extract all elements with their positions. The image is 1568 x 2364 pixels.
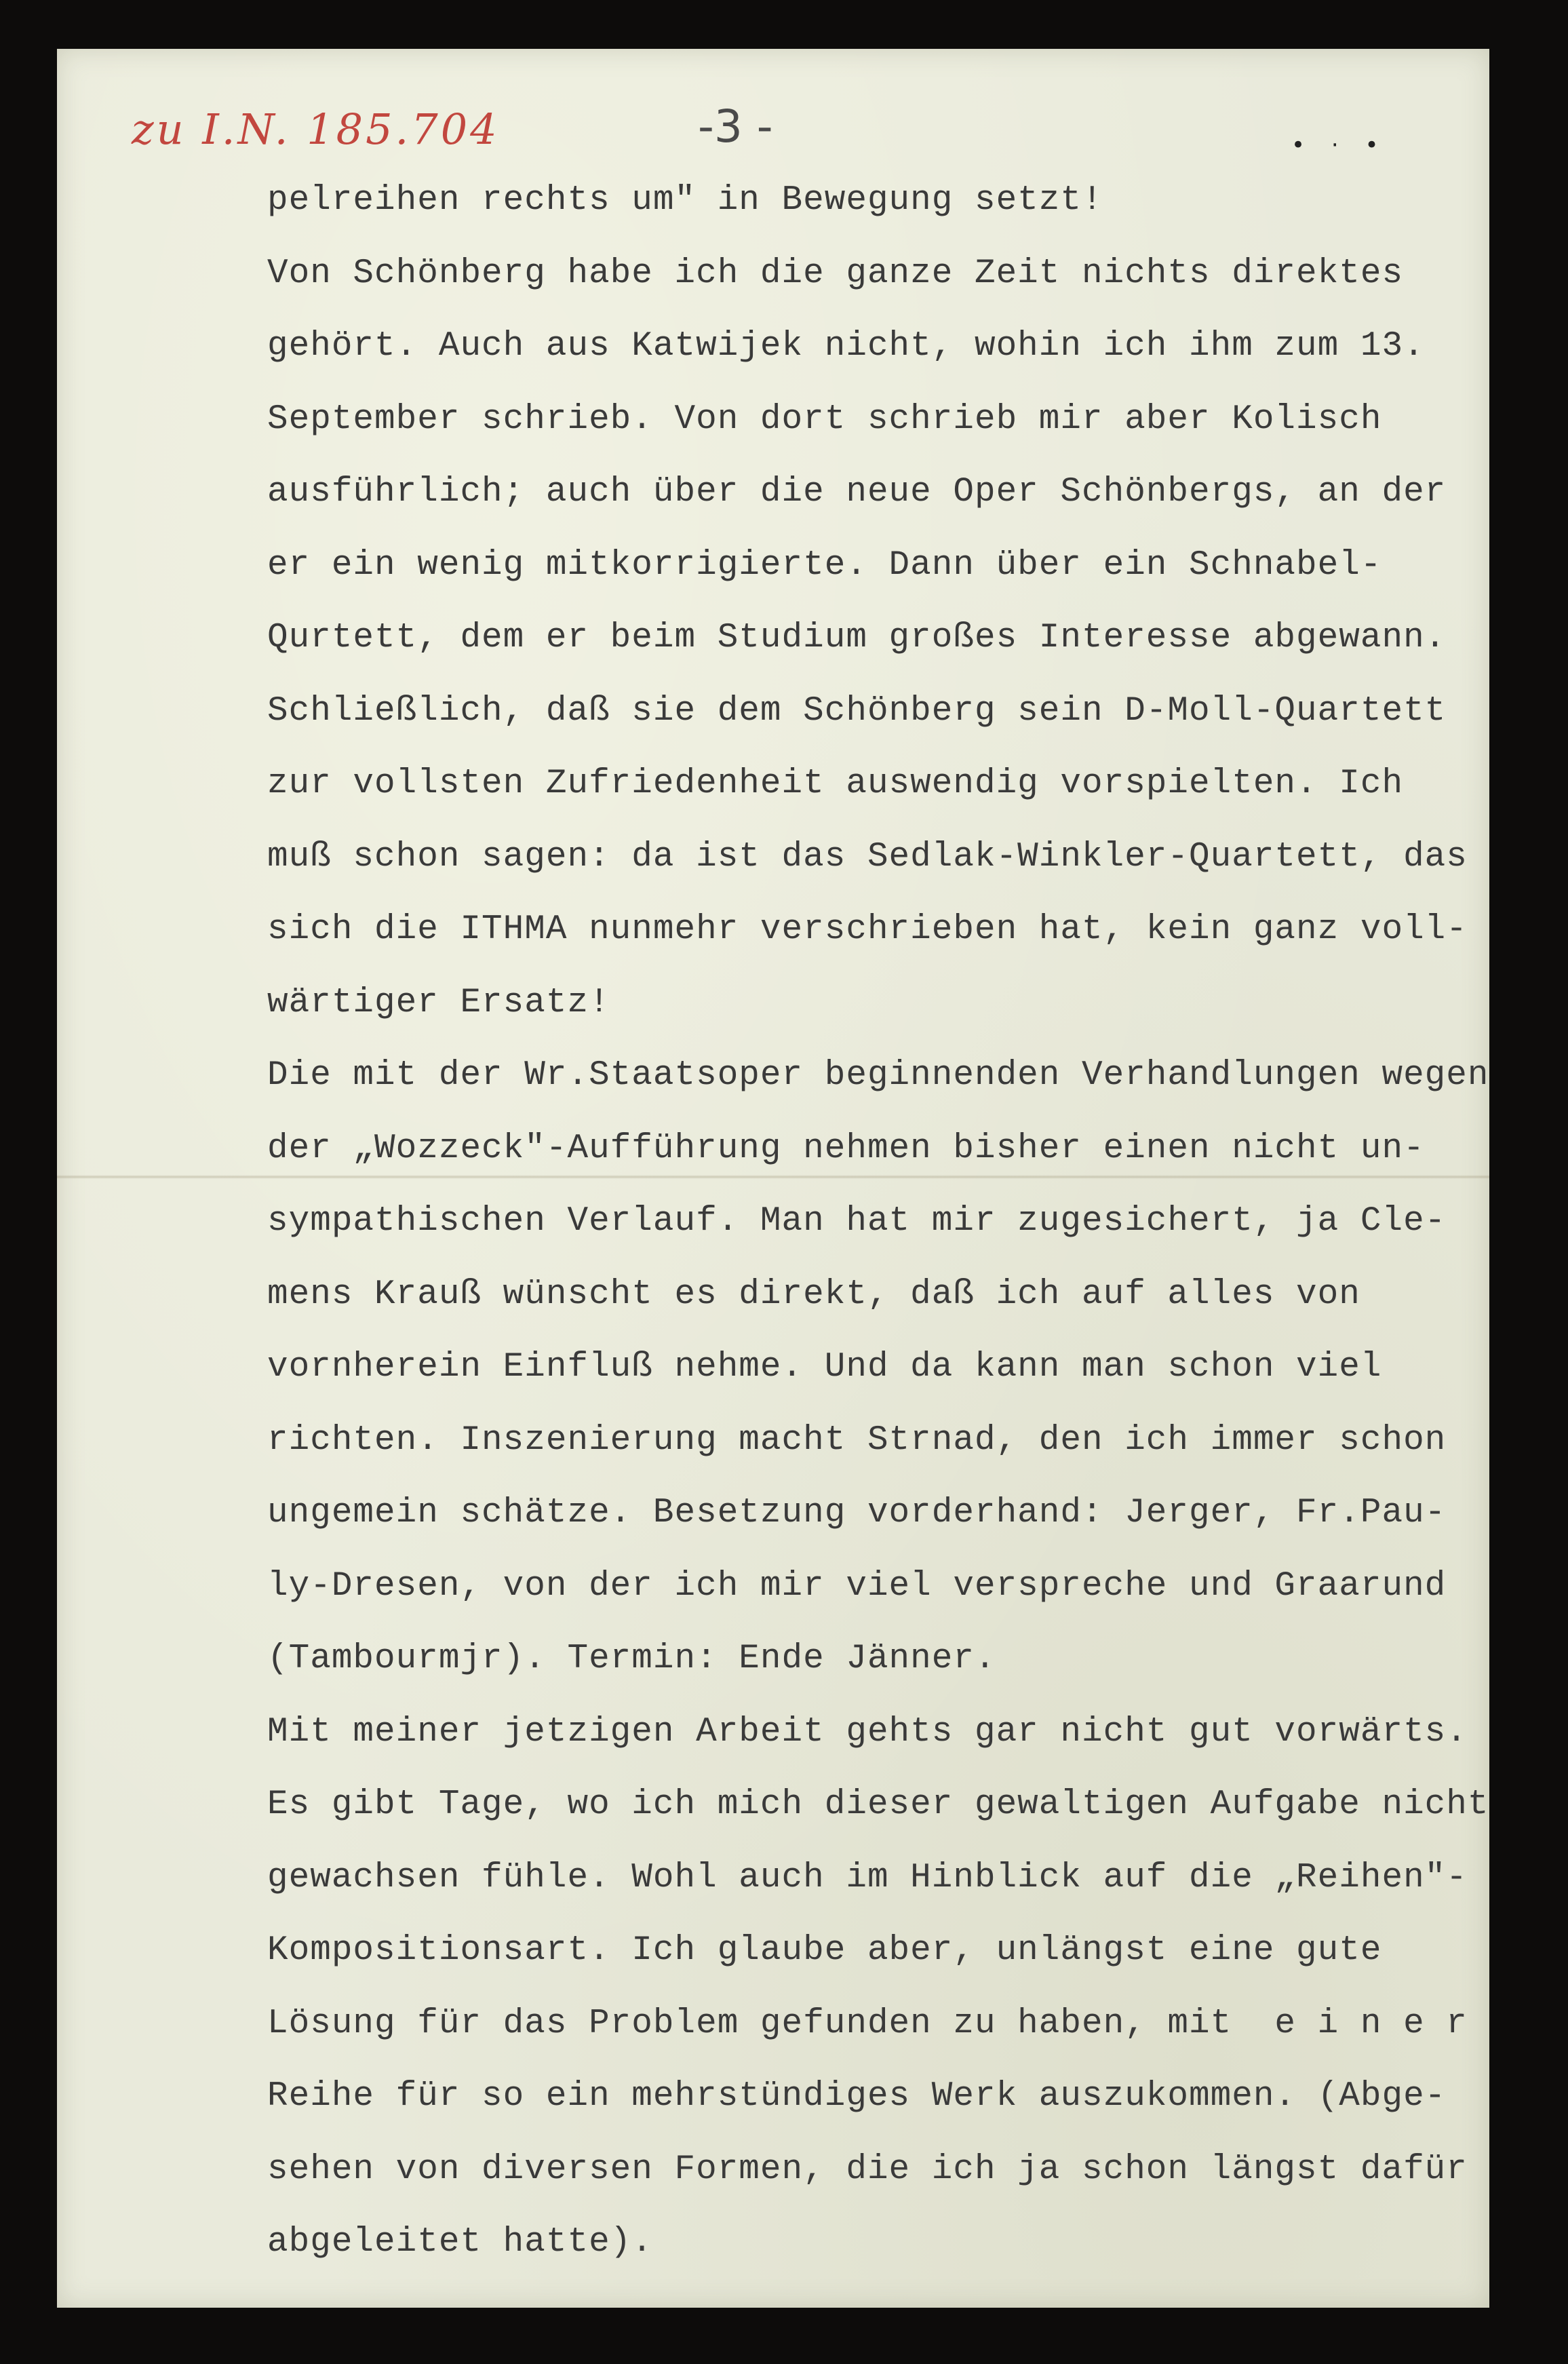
text-line: Von Schönberg habe ich die ganze Zeit nichts direktes [267,254,1404,293]
text-line: Lösung für das Problem gefunden zu haben, mit e i n e r [267,2004,1468,2043]
letter-page [57,49,1489,2308]
text-line: gehört. Auch aus Katwijek nicht, wohin ich ihm zum 13. [267,327,1425,366]
text-line: Die mit der Wr.Staatsoper beginnenden Verhandlungen wegen [267,1056,1489,1095]
text-line: mens Krauß wünscht es direkt, daß ich auf alles von [267,1275,1360,1314]
letter-body [267,164,1556,2279]
text-line: sympathischen Verlauf. Man hat mir zugesichert, ja Cle- [267,1202,1447,1241]
text-line: ly-Dresen, von der ich mir viel verspreche und Graarund [267,1566,1447,1606]
text-line: Kompositionsart. Ich glaube aber, unlängst eine gute [267,1931,1382,1970]
text-line: ungemein schätze. Besetzung vorderhand: Jerger, Fr.Pau- [267,1494,1447,1532]
text-line: pelreihen rechts um" in Bewegung setzt! [267,181,1103,220]
archive-inventory-note: zu I.N. 185.704 [132,104,500,154]
ink-marks: • · • [1291,132,1388,159]
text-line: Mit meiner jetzigen Arbeit gehts gar nicht gut vorwärts. [267,1712,1468,1751]
text-line: er ein wenig mitkorrigierte. Dann über ein Schnabel- [267,545,1382,585]
text-line: zur vollsten Zufriedenheit auswendig vorspielten. Ich [267,764,1404,803]
text-line: muß schon sagen: da ist das Sedlak-Winkler-Quartett, das [267,837,1468,876]
text-line: (Tambourmjr). Termin: Ende Jänner. [267,1640,996,1678]
text-line: ausführlich; auch über die neue Oper Schönbergs, an der [267,473,1447,511]
text-line: vornherein Einfluß nehme. Und da kann man schon viel [267,1348,1382,1387]
text-line: sich die ITHMA nunmehr verschrieben hat, kein ganz voll- [267,910,1468,949]
text-line: sehen von diversen Formen, die ich ja schon längst dafür [267,2150,1468,2189]
text-line: September schrieb. Von dort schrieb mir aber Kolisch [267,400,1382,439]
page-number: -3 - [698,100,773,153]
text-line: Reihe für so ein mehrstündiges Werk auszukommen. (Abge- [267,2077,1447,2116]
text-line: wärtiger Ersatz! [267,983,610,1022]
text-line: Es gibt Tage, wo ich mich dieser gewaltigen Aufgabe nicht [267,1785,1489,1824]
text-line: richten. Inszenierung macht Strnad, den ich immer schon [267,1420,1447,1460]
text-line: Qurtett, dem er beim Studium großes Interesse abgewann. [267,619,1447,657]
text-line: abgeleitet hatte). [267,2223,653,2262]
text-line: der „Wozzeck"-Aufführung nehmen bisher einen nicht un- [267,1129,1425,1168]
text-line: Schließlich, daß sie dem Schönberg sein D-Moll-Quartett [267,691,1447,731]
text-line: gewachsen fühle. Wohl auch im Hinblick auf die „Reihen"- [267,1858,1468,1897]
